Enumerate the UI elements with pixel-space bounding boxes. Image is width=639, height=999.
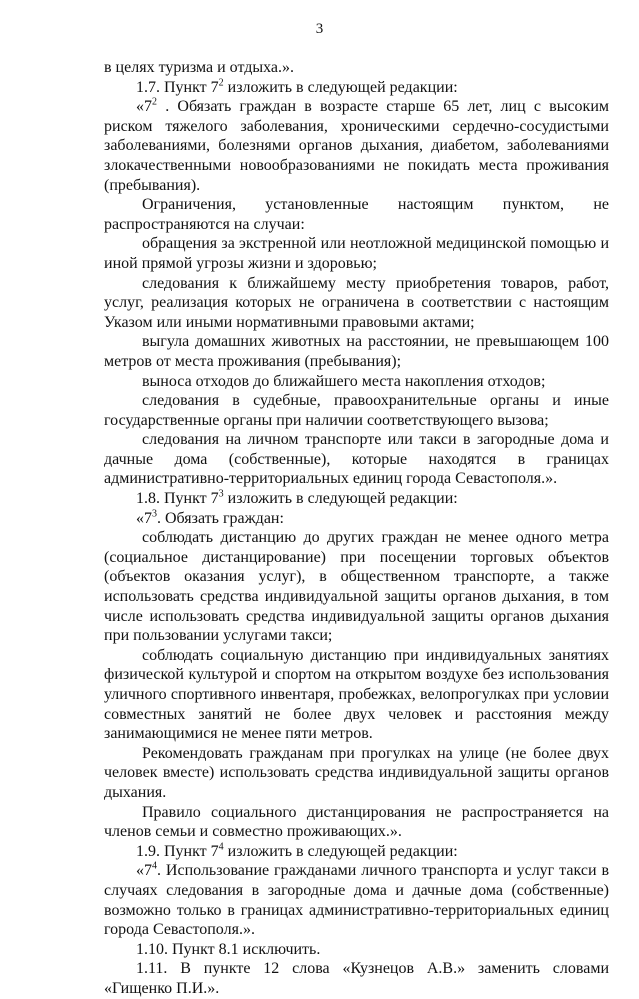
paragraph-p20 [104,959,609,998]
paragraph-text: следования к ближайшему месту приобретения товаров, работ, услуг, реализация которых не ограничена в соответствии с настоящим Указом или иными нормативными правовыми актами; [104,274,609,331]
paragraph-text: изложить в следующей редакции: [223,842,458,860]
paragraph-text: . Использование гражданами личного транспорта и услуг такси в случаях следования в загородные дома и дачные дома (собственные) возможно только в границах административно-территориальных единиц города Севастополя.». [104,862,609,939]
paragraph-text: . Обязать граждан в возрасте старше 65 лет, лиц с высоким риском тяжелого заболевания, хроническими сердечно-сосудистыми заболеваниями, болезнями органов дыхания, диабетом, заболеваниями злокачественными новообразованиями не покидать места проживания (пребывания). [104,98,609,194]
paragraph-p15 [104,744,609,803]
paragraph-text: следования в судебные, правоохранительные органы и иные государственные органы при наличии соответствующего вызова; [104,392,609,429]
paragraph-text: соблюдать социальную дистанцию при индивидуальных занятиях физической культурой и спортом на открытом воздухе без использования уличного спортивного инвентаря, пробежках, велопрогулках при условии совместных занятий не более двух человек и расстояния между занимающимися не менее пяти метров. [104,646,609,743]
paragraph-text: изложить в следующей редакции: [223,78,458,96]
paragraph-text: 1.9. Пункт 7 [136,842,219,860]
paragraph-p7 [104,332,609,371]
paragraph-p11 [104,489,609,509]
paragraph-text: «7 [136,509,152,527]
paragraph-p12 [104,509,609,529]
paragraph-p9 [104,391,609,430]
paragraph-text: Рекомендовать гражданам при прогулках на улице (не более двух человек вместе) использовать средства индивидуальной защиты органов дыхания. [104,744,609,801]
paragraph-p18 [104,861,609,939]
superscript: 2 [152,96,157,108]
paragraph-text: 1.11. В пункте 12 слова «Кузнецов А.В.» заменить словами «Гищенко П.И.». [104,960,609,997]
paragraph-p2 [104,78,609,98]
superscript: 2 [218,77,224,89]
page-number: 3 [315,21,324,37]
paragraph-p14 [104,646,609,744]
superscript: 4 [152,861,157,873]
superscript: 4 [218,841,224,853]
paragraph-text: «7 [136,862,152,880]
paragraph-text: 1.7. Пункт 7 [136,78,219,96]
paragraph-p16 [104,803,609,842]
paragraph-text: 1.8. Пункт 7 [136,490,219,508]
paragraph-text: . Обязать граждан: [157,509,284,527]
paragraph-p13 [104,528,609,646]
paragraph-text: соблюдать дистанцию до других граждан не менее одного метра (социальное дистанцирование) при посещении торговых объектов (объектов оказания услуг), в общественном транспорте, а также использовать средства индивидуальной защиты органов дыхания, в том числе использовать средства индивидуальной защиты органов дыхания при пользовании услугами такси; [104,529,609,645]
paragraph-text: в целях туризма и отдыха.». [104,59,295,76]
paragraph-p8 [104,372,609,392]
paragraph-text: изложить в следующей редакции: [223,490,458,508]
superscript: 3 [152,508,157,520]
paragraph-p4 [104,195,609,234]
paragraph-p10 [104,430,609,489]
paragraph-p3 [104,97,609,195]
paragraph-text: обращения за экстренной или неотложной медицинской помощью и иной прямой угрозы жизни и здоровью; [104,235,609,272]
paragraph-text: выгула домашних животных на расстоянии, не превышающем 100 метров от места проживания (пребывания); [104,333,609,370]
document-body [104,58,609,999]
paragraph-text: 1.10. Пункт 8.1 исключить. [136,940,321,958]
paragraph-text: выноса отходов до ближайшего места накопления отходов; [142,372,546,390]
superscript: 3 [218,488,224,500]
paragraph-text: «7 [136,98,152,116]
paragraph-p5 [104,234,609,273]
paragraph-text: Правило социального дистанцирования не распространяется на членов семьи и совместно проживающих.». [104,803,609,841]
paragraph-text: Ограничения, установленные настоящим пунктом, не распространяются на случаи: [104,196,609,233]
paragraph-text: следования на личном транспорте или такси в загородные дома и дачные дома (собственные), которые находятся в границах административно-территориальных единиц города Севастополя.». [104,431,609,488]
paragraph-p1 [104,58,609,78]
paragraph-p6 [104,274,609,333]
paragraph-p19 [104,940,609,960]
paragraph-p17 [104,842,609,862]
